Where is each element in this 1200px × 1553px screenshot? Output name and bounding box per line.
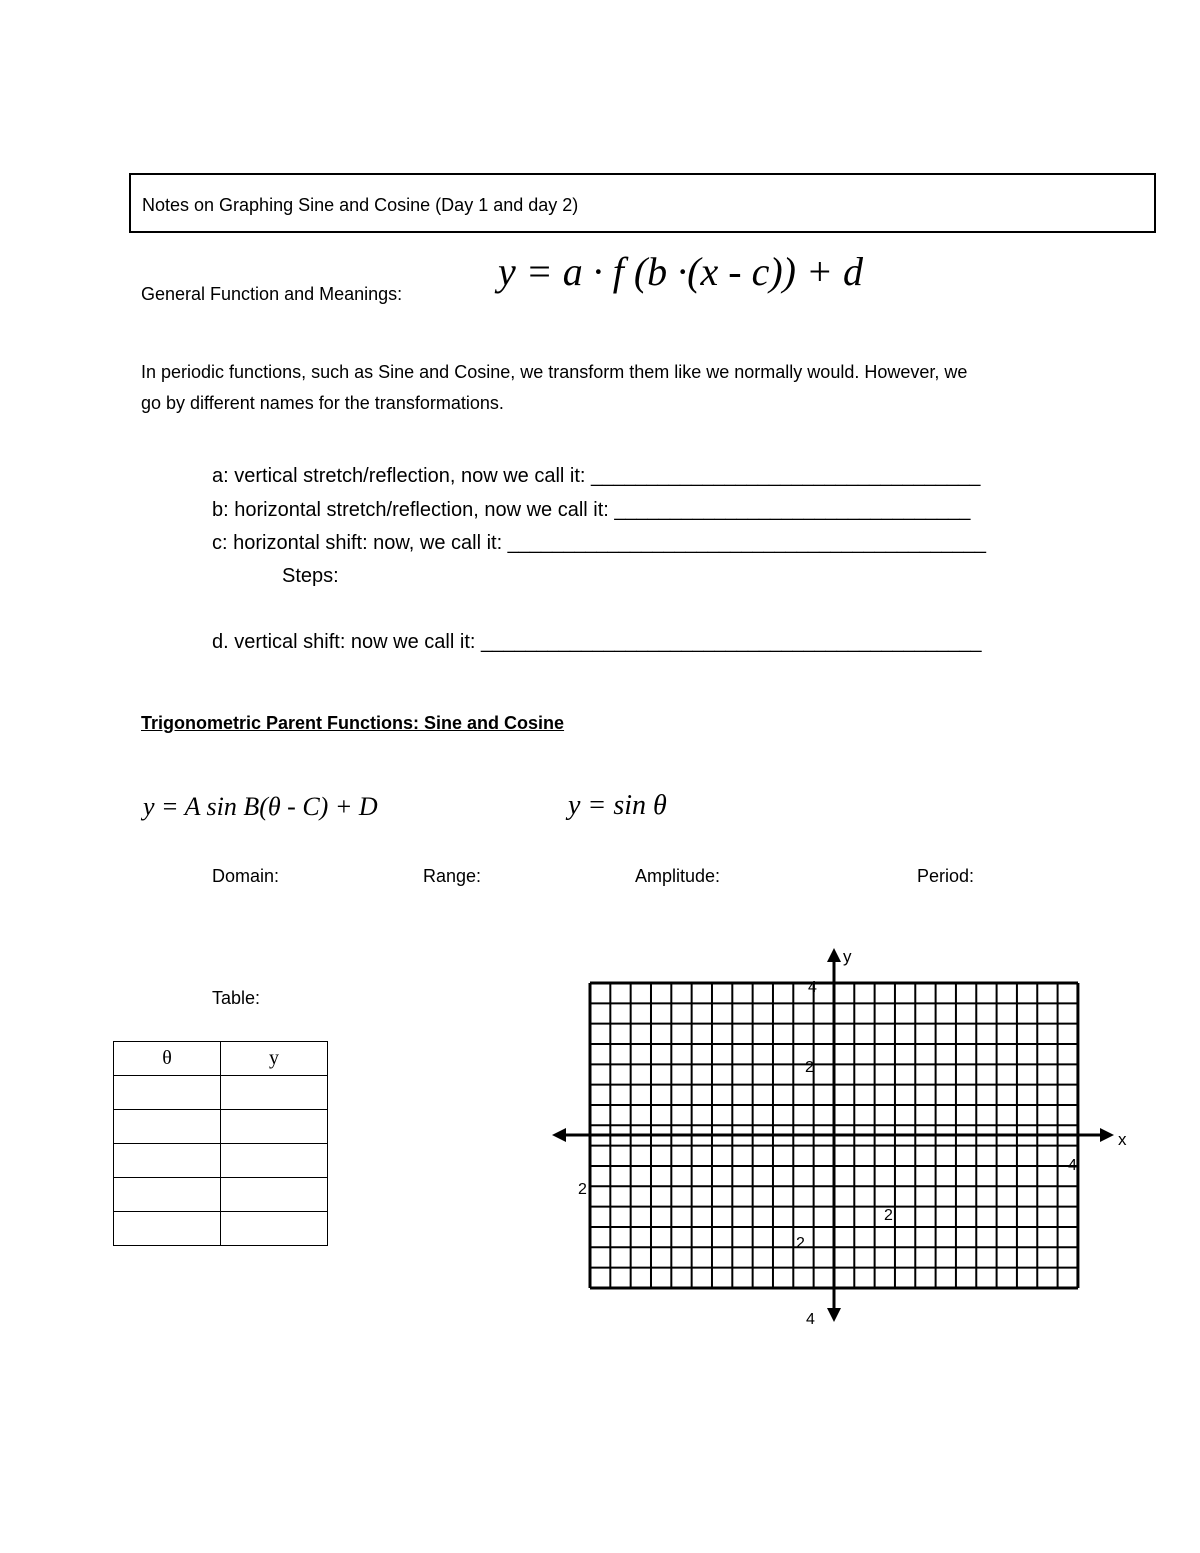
theta-cell[interactable] [114,1110,221,1144]
page-title: Notes on Graphing Sine and Cosine (Day 1 and day 2) [142,195,579,215]
intro-line-2: go by different names for the transformations. [141,393,504,413]
table-row [114,1144,328,1178]
transform-a: a: vertical stretch/reflection, now we call it: ___________________________________ [212,465,981,487]
y-cell[interactable] [221,1178,328,1212]
theta-header: θ [114,1042,221,1076]
table-header-row [114,1042,328,1076]
table-row [114,1178,328,1212]
theta-cell[interactable] [114,1178,221,1212]
theta-cell[interactable] [114,1076,221,1110]
parent-sine-formula: y = sin θ [568,790,667,821]
range-label: Range: [423,866,482,886]
domain-label: Domain: [212,866,280,886]
table-row [114,1110,328,1144]
y-header: y [221,1042,328,1076]
title-box [129,173,1156,233]
x-axis-left-arrow [552,1128,566,1142]
transform-steps: Steps: [282,565,339,587]
transform-c: c: horizontal shift: now, we call it: ___________________________________________ [212,532,986,554]
y-cell[interactable] [221,1110,328,1144]
transform-d: d. vertical shift: now we call it: _____________________________________________ [212,631,982,653]
general-function-formula: y = a · f (b ·(x - c)) + d [498,249,863,294]
y-cell[interactable] [221,1144,328,1178]
transform-b: b: horizontal stretch/reflection, now we call it: ________________________________ [212,499,971,521]
period-label: Period: [917,866,975,886]
x-axis-right-arrow [1100,1128,1114,1142]
y-axis-top-arrow [827,948,841,962]
x-axis-label: x [1118,1130,1127,1149]
x-tick-right: 4 [1068,1157,1077,1174]
y-tick-mid-lower: 2 [796,1235,805,1252]
intro-line-1: In periodic functions, such as Sine and Cosine, we transform them like we normally would. However, we [141,362,968,382]
section-heading: Trigonometric Parent Functions: Sine and Cosine [141,713,565,733]
y-tick-mid-upper: 2 [805,1059,814,1076]
theta-cell[interactable] [114,1144,221,1178]
theta-cell[interactable] [114,1212,221,1246]
coordinate-grid [540,940,1140,1330]
table-row [114,1212,328,1246]
general-function-label: General Function and Meanings: [141,284,403,304]
y-axis-bottom-arrow [827,1308,841,1322]
y-axis-label: y [843,947,852,966]
table-label: Table: [212,988,261,1008]
table-row [114,1076,328,1110]
x-tick-left: 2 [578,1181,587,1198]
values-table [113,1041,328,1246]
general-sine-formula: y = A sin B(θ - C) + D [143,792,378,821]
y-cell[interactable] [221,1212,328,1246]
amplitude-label: Amplitude: [635,866,721,886]
y-cell[interactable] [221,1076,328,1110]
y-tick-bottom: 4 [806,1311,815,1328]
x-tick-neg: 2 [884,1207,893,1224]
y-tick-top: 4 [808,979,817,996]
